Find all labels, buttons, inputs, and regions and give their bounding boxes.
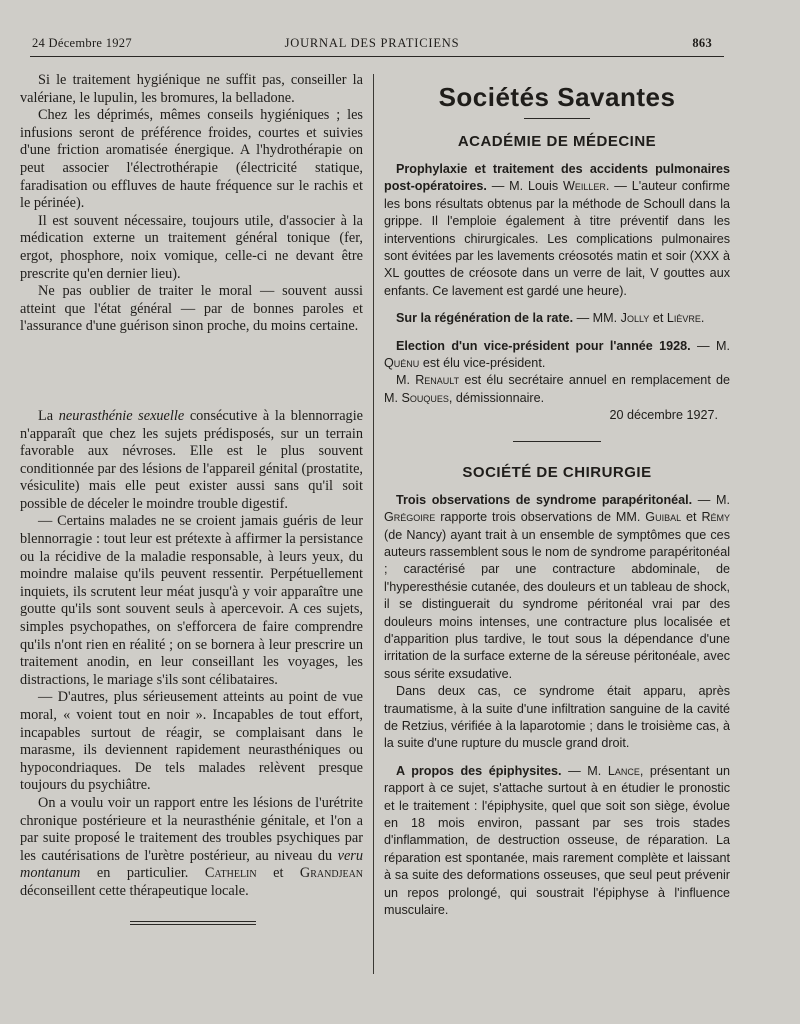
article-prophylaxie (384, 161, 730, 300)
article-election (384, 338, 730, 373)
article-title: Election d'un vice-président pour l'année 1928. (396, 338, 691, 353)
paragraph-hypochondria: — Certains malades ne se croient jamais guéris de leur blennorragie : tout leur est prétexte à affirmer la persistance ou la récidive de la maladie responsable, à leurs yeux, du moindre malaise qu'ils peuvent ressentir. Perpétuellement inquiets, ils scrutent leur méat jusqu'à y voir apparaître une goutte qu'ils sont souvent seuls à apercevoir. A ces sujets, simples psychopathes, on s'efforcera de faire comprendre qu'ils n'ont rien en réalité ; on se bornera à leur prescrire un traitement anodin, en leur conseillant les voyages, les distractions, le mariage s'ils sont célibataires. (20, 513, 363, 688)
section-rule (513, 441, 601, 442)
text-lead: La (38, 407, 54, 424)
title-rule (524, 118, 590, 119)
text-body: consécutive à la blennorragie n'apparaît que chez les sujets prédisposés, sur un terrain favorable aux névroses. Elle est le plus souvent conditionnée par des lésions de l'appareil génital (prostatite, vésiculite) mais elle peut exister aussi sans qu'il soit possible de déceler le moindre trouble digestif. (20, 407, 364, 512)
text-body: — M. (697, 338, 730, 353)
right-column (384, 72, 730, 919)
author-name: Rémy (701, 510, 731, 525)
author-name: Grandjean (299, 865, 364, 882)
text-body: est élu secrétaire annuel en remplacement de M. (384, 373, 731, 405)
text-body: est élu vice-président. (422, 356, 546, 371)
author-name: Lance, (607, 763, 644, 778)
text-body: présentant un rapport à ce sujet, s'attache surtout à en étudier le pronostic et le traitement : l'épiphysite, quel que soit son siège, évolue en 18 mois environ, passant par ses trois stades d'inflammation, de destruction osseuse, de réparation. La réparation est spontanée, mais rarement complète et laissant à sa suite des deformations osseuses, que seul peut prévenir un repos prolongé, qui soustrait l'épiphyse à l'influence musculaire. (384, 763, 731, 918)
emphasis-term: veru montanum (20, 847, 364, 882)
text-body: M. (396, 373, 410, 388)
text-body: — M. (568, 763, 602, 778)
text-body: et (273, 865, 284, 882)
spacer (384, 300, 730, 310)
text-body: déconseillent cette thérapeutique locale. (20, 882, 249, 899)
text-body: — MM. (576, 311, 618, 326)
article-parapéritonéal (384, 492, 730, 683)
author-name: Souques, (401, 390, 453, 405)
page-number: 863 (692, 36, 712, 50)
text-body: rapporte trois observations de MM. (440, 510, 641, 525)
author-name: Renault (415, 373, 460, 388)
text-body: — L'auteur confirme les bons résultats obtenus par la méthode de Schoull dans la grippe. Il l'emploie également à titre préventif dans les interventions chirurgicales. Les complications pulmonaires sont évitées par les lavements créosotés matin et soir (XXX à XL gouttes de créosote dans un verre de lait, V gouttes aux enfants. Ce lavement est gardé une heure). (384, 179, 730, 298)
end-of-article-rule (130, 921, 256, 925)
section-title: Sociétés Savantes (438, 82, 676, 112)
journal-title: JOURNAL DES PRATICIENS (284, 36, 460, 50)
text-body: et (686, 510, 697, 525)
running-header (32, 36, 712, 56)
column-divider (373, 74, 374, 974)
paragraph-hygiene: Si le traitement hygiénique ne suffit pas, conseiller la valériane, le lupulin, les bromures, la belladone. (20, 72, 363, 106)
author-name: Guibal (645, 510, 682, 525)
author-name: Weiller. (563, 179, 610, 194)
article-rate (384, 310, 730, 327)
article-title: Sur la régénération de la rate. (396, 311, 574, 326)
paragraph-sexual-neurasthenia (20, 408, 363, 514)
article-secretary (384, 372, 730, 407)
spacer (384, 328, 730, 338)
text-body: et (652, 311, 664, 326)
paragraph-gap (20, 336, 363, 408)
society-heading-academie: ACADÉMIE DE MÉDECINE (457, 133, 657, 150)
paragraph-moral: Ne pas oublier de traiter le moral — souvent aussi atteint que l'état général — par de bonnes paroles et l'assurance d'une guérison sinon proche, du moins certaine. (20, 283, 363, 335)
society-heading-chirurgie: SOCIÉTÉ DE CHIRURGIE (462, 463, 652, 481)
article-epiphysites (384, 763, 730, 920)
emphasis-term: neurasthénie sexuelle (58, 407, 185, 424)
session-date: 20 décembre 1927. (609, 408, 718, 423)
author-name: Jolly (620, 311, 650, 326)
author-name: Cathelin (204, 865, 257, 882)
author-name: Quénu (384, 356, 420, 371)
issue-date: 24 Décembre 1927 (32, 36, 132, 50)
article-title: Prophylaxie et traitement des accidents pulmonaires post-opératoires. (384, 162, 730, 194)
text-lead: On a voulu voir un rapport entre les lésions de l'urétrite chronique postérieure et la neurasthénie génitale, et l'on a par suite proposé le traitement des troubles psychiques par les cautérisations de l'urètre postérieur, au niveau du (20, 794, 363, 864)
article-title: Trois observations de syndrome parapéritonéal. (396, 492, 693, 507)
left-column (20, 72, 363, 925)
article-title: A propos des épiphysites. (396, 763, 562, 778)
text-body: — M. Louis (491, 179, 559, 194)
text-body: — M. (697, 492, 730, 507)
author-name: Lièvre. (666, 311, 705, 326)
spacer (384, 753, 730, 763)
paragraph-severe-cases: — D'autres, plus sérieusement atteints au point de vue moral, « voient tout en noir ». Incapables de tout effort, incapables surtout de réagir, se complaisant dans le marasme, ils deviennent rapidement neurasthéniques ou hypocondriaques. De tels malades relèvent presque toujours du psychiâtre. (20, 689, 363, 794)
paragraph-tonic: Il est souvent nécessaire, toujours utile, d'associer à la médication externe un traitement général tonique (fer, ergot, phosphore, noix vomique, celle-ci ne devant être prescrite qu'en dernier lieu). (20, 212, 363, 282)
paragraph-urethritis (20, 795, 363, 901)
text-body: en particulier. (96, 865, 189, 882)
paragraph-depressed: Chez les déprimés, mêmes conseils hygiéniques ; les infusions seront de préférence froides, courtes et suivies d'une friction aromatisée énergique. A l'hydrothérapie on peut associer l'électrothérapie (électricité statique, faradisation ou effluves de haute fréquence sur le rachis et le périnée). (20, 107, 363, 212)
text-body: (de Nancy) ayant trait à un ensemble de symptômes que ces auteurs rassemblent sous le nom de syndrome parapéritonéal ; caractérisé par une contracture abdominale, de l'hyperesthésie cutanée, des douleurs et un tableau de shock, il se distinguerait du syndrome péritonéal vrai par des douleurs moins intenses, une contracture plus localisée et d'apparition plus tardive, le tout sous la dépendance d'une irritation de la surface externe de la séreuse péritonéale, avec sous sérite exsudative. (384, 527, 730, 681)
text-body: démissionnaire. (455, 390, 545, 405)
header-rule (30, 56, 724, 57)
article-parapéritonéal-cases: Dans deux cas, ce syndrome était apparu, après traumatisme, à la suite d'une infiltration sanguine de la cavité de Retzius, vérifiée à la laparotomie ; dans le troisième cas, à la suite d'une rupture du muscle grand droit. (384, 684, 730, 751)
author-name: Grégoire (384, 510, 436, 525)
